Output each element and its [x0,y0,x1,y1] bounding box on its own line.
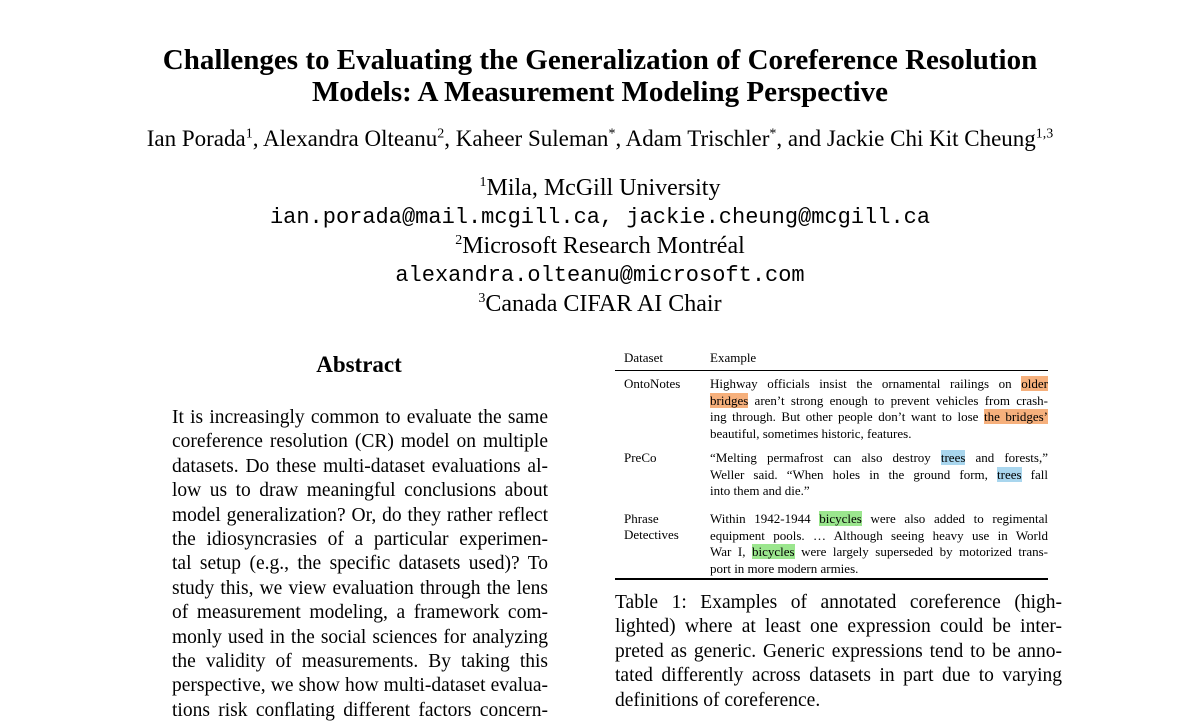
table-dataset-line: Detectives [624,527,679,542]
author-mark: 1 [245,126,253,142]
example-line [710,483,1048,500]
caption-line: tated differently across datasets in part due to varying [615,665,1062,687]
table-caption [615,591,1062,713]
affiliation-mark: 3 [478,291,486,306]
coreference-highlight: trees [997,466,1022,482]
example-text: ing through. But other people don’t want to lose [710,409,984,424]
example-text: War I, [710,544,752,559]
table-dataset-cell: PreCo [624,450,657,465]
author-mark: 2 [437,126,445,142]
example-line [710,376,1048,393]
example-text: fall [1021,466,1048,482]
abstract-line: study this, we view evaluation through the lens [172,577,548,599]
affiliation-2-email: alexandra.olteanu@microsoft.com [395,263,805,288]
abstract-line: monly used in the social sciences for analyzing [172,626,548,648]
coreference-highlight: bicycles [751,544,795,559]
example-text: into them and die.” [710,483,810,498]
example-line [710,511,1048,528]
example-text: equipment pools. … Although seeing heavy use in World [710,527,1048,543]
caption-line: definitions of coreference. [615,689,821,711]
abstract-line: tal setup (e.g., the specific datasets used)? To [172,553,548,575]
table-col-example: Example [710,350,757,365]
table-dataset-cell [624,511,679,543]
table-dataset-line: Phrase [624,511,659,526]
coreference-highlight: trees [940,450,966,465]
affiliations [0,174,1200,319]
example-text: were largely superseded by motorized trans- [794,544,1048,559]
abstract-line: model generalization? Or, do they rather reflect [172,504,548,526]
abstract-line: tions risk conflating different factors concern- [172,699,548,721]
affiliation-name: Microsoft Research Montréal [462,233,745,259]
author-name: Kaheer Suleman [455,126,609,151]
affiliation-1 [0,174,1200,203]
affiliation-2 [0,232,1200,261]
affiliation-mark: 1 [479,175,487,190]
author-name: Jackie Chi Kit Cheung [826,126,1036,151]
author-and: and [787,126,822,151]
author-mark: * [608,126,616,142]
author-name: Ian Porada [146,126,246,151]
example-line [710,561,1048,578]
abstract-line: the idiosyncrasies of a particular experimen- [172,528,548,550]
caption-line: preted as generic. Generic expressions tend to be anno- [615,640,1062,662]
table-example-cell [710,450,1048,500]
abstract-line: of measurement modeling, a framework com- [172,602,548,624]
coreference-highlight: the bridges’ [983,409,1049,424]
example-line [710,450,1048,467]
author-name: Alexandra Olteanu [262,126,438,151]
example-line [710,393,1048,410]
abstract-body [172,406,548,723]
table-bottom-rule [615,578,1048,580]
caption-line: Table 1: Examples of annotated coreference (high- [615,592,1062,613]
table-dataset-cell: OntoNotes [624,376,681,391]
example-line [710,544,1048,561]
affiliation-mark: 2 [455,233,463,248]
author-mark: * [769,126,777,142]
example-text: were also added to regimental [861,511,1048,526]
example-text: port in more modern armies. [710,560,859,576]
abstract-line: perspective, we show how multi-dataset evalua- [172,675,548,697]
abstract-line: datasets. Do these multi-dataset evaluations al- [172,455,548,477]
example-text: and forests,” [965,450,1048,465]
example-text: “Melting permafrost can also destroy [710,450,941,465]
coreference-highlight: older [1021,376,1048,391]
example-text: Weller said. “When holes in the ground form, [710,466,998,482]
example-text: Within 1942-1944 [710,511,820,526]
paper-title [0,44,1200,108]
example-text: Highway officials insist the ornamental railings on [710,376,1022,391]
abstract-line: It is increasingly common to evaluate the same [172,407,548,428]
caption-line: lighted) where at least one expression could be inter- [615,616,1062,638]
coreference-highlight: bridges [710,392,749,408]
author-mark: 1,3 [1035,126,1054,142]
affiliation-name: Mila, McGill University [486,175,721,201]
table-col-dataset: Dataset [624,350,663,365]
abstract-line: low us to draw meaningful conclusions about [172,480,548,502]
author-name: Adam Trischler [625,126,770,151]
affiliation-3 [0,290,1200,319]
example-line [710,426,1048,443]
affiliation-1-emails: ian.porada@mail.mcgill.ca, jackie.cheung@mcgill.ca [269,205,931,230]
paper-title-line-2: Models: A Measurement Modeling Perspective [311,76,889,108]
affiliation-name: Canada CIFAR AI Chair [485,291,722,317]
table-example-cell [710,511,1048,577]
abstract-line: the validity of measurements. By taking this [172,650,548,672]
abstract-line: coreference resolution (CR) model on multiple [172,431,548,453]
abstract-heading: Abstract [316,352,402,377]
example-line [710,467,1048,484]
paper-title-line-1: Challenges to Evaluating the Generalization of Coreference Resolution [162,44,1038,76]
example-text: beautiful, sometimes historic, features. [710,425,912,441]
example-line [710,409,1048,426]
example-line [710,528,1048,545]
example-text: aren’t strong enough to prevent vehicles from crash- [748,392,1048,408]
author-list: Ian Porada$^1$, Alexandra Olteanu$^2$, Kaheer Suleman*, Adam Trischler*, and Jackie Chi Kit Cheung$^{1,3}$ [146,126,1054,151]
table-header-rule [615,370,1048,371]
coreference-highlight: bicycles [819,511,862,526]
table-example-cell [710,376,1048,442]
